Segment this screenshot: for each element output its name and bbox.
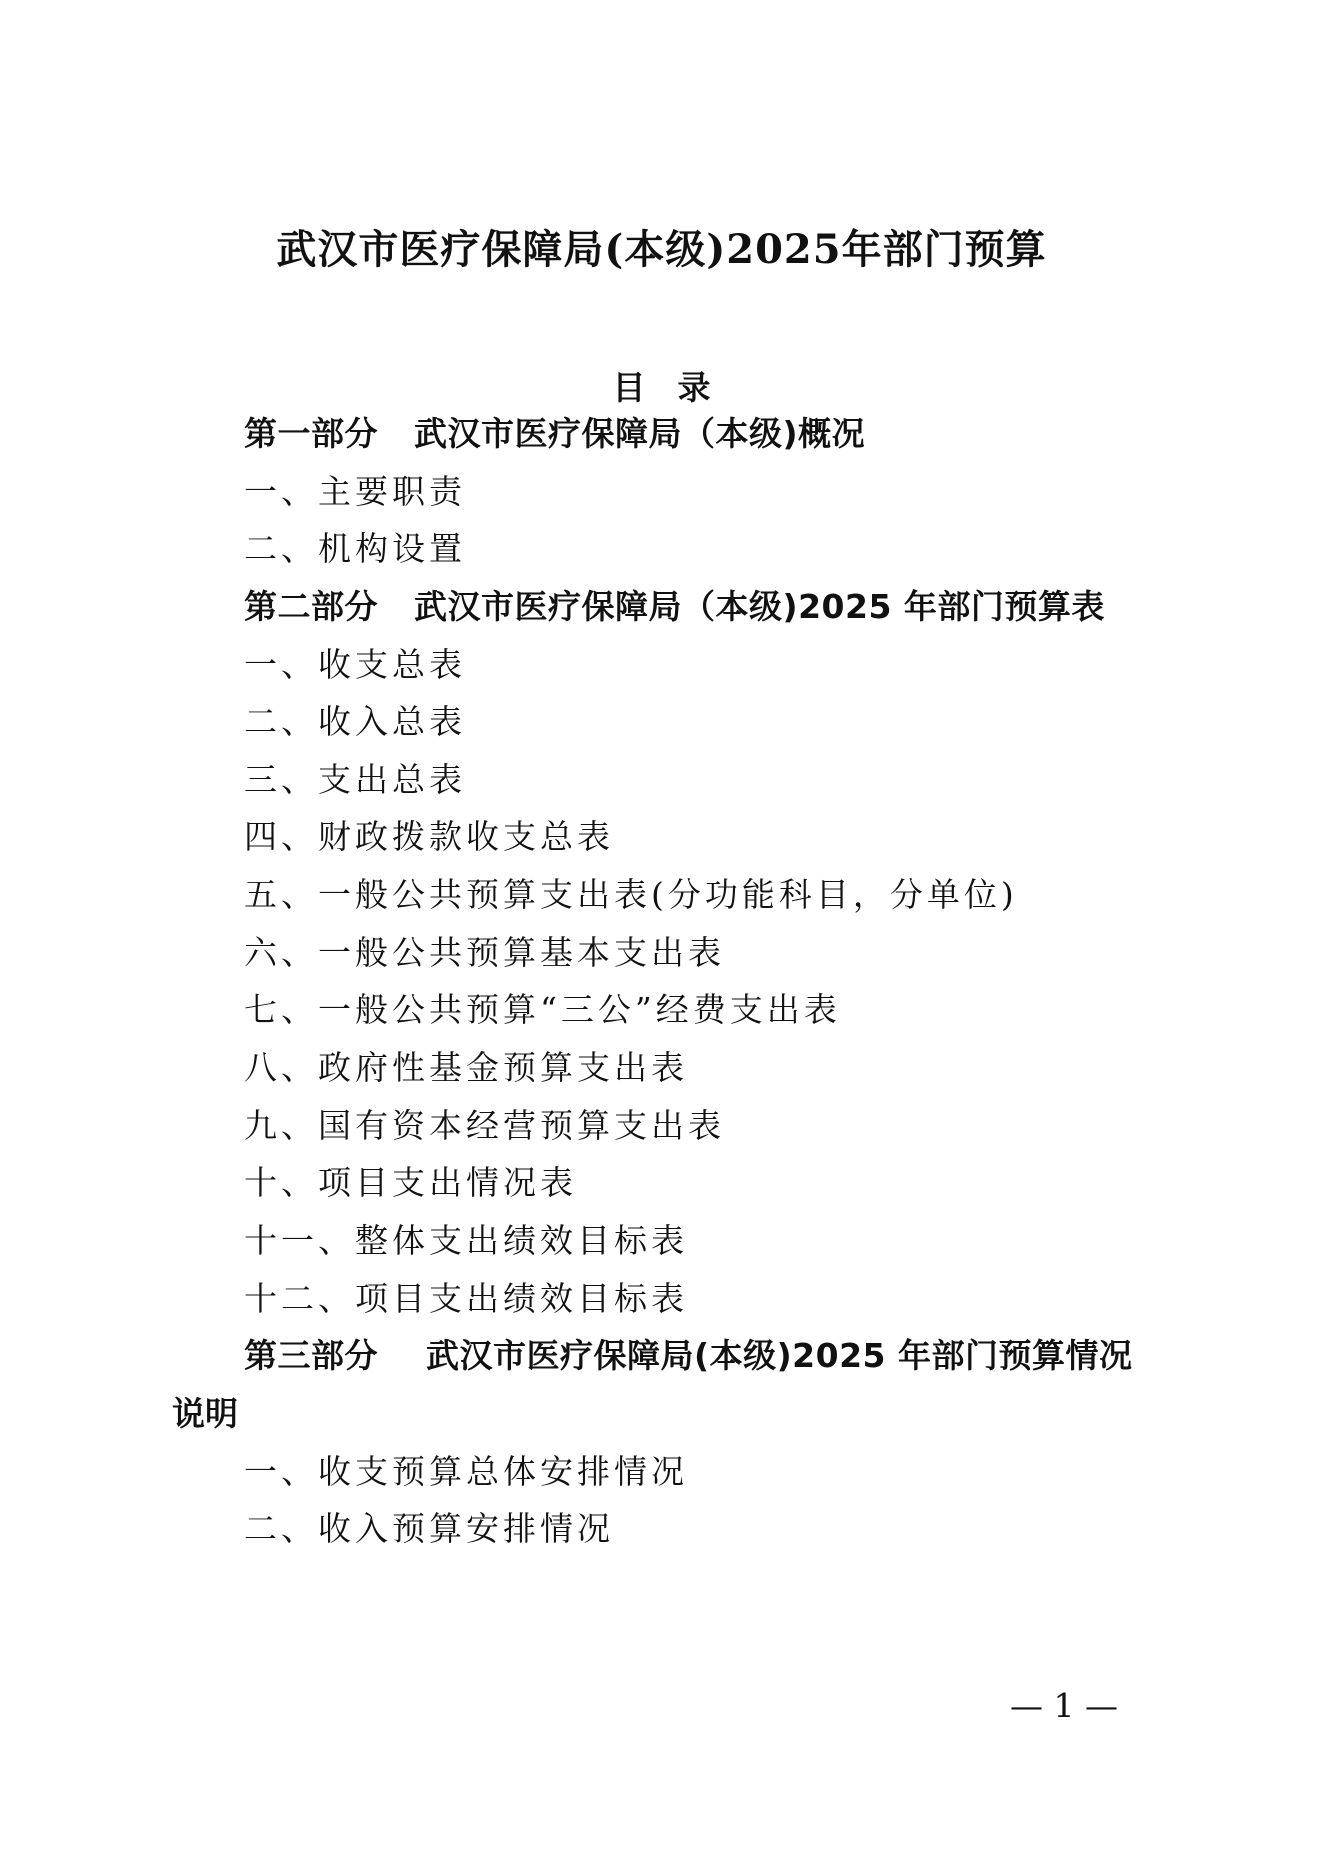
page-number: — 1 — [1010, 1686, 1118, 1725]
toc-item: 十一、整体支出绩效目标表 [244, 1221, 688, 1260]
toc-part-label: 第三部分 [244, 1336, 378, 1375]
toc-item: 五、一般公共预算支出表(分功能科目，分单位) [244, 875, 1018, 914]
toc-item: 一、主要职责 [244, 472, 466, 511]
toc-item: 十、项目支出情况表 [244, 1163, 577, 1202]
toc-item: 二、收入总表 [244, 702, 466, 741]
document-title: 武汉市医疗保障局(本级)2025年部门预算 [276, 226, 1047, 273]
toc-item: 六、一般公共预算基本支出表 [244, 933, 725, 972]
toc-part-1 [244, 412, 865, 456]
toc-item: 二、机构设置 [244, 529, 466, 568]
toc-item: 十二、项目支出绩效目标表 [244, 1279, 688, 1318]
toc-item: 二、收入预算安排情况 [244, 1509, 614, 1548]
toc-part-2 [244, 585, 1105, 629]
toc-item: 七、一般公共预算“三公”经费支出表 [244, 990, 841, 1029]
toc-part-text: 武汉市医疗保障局（本级)概况 [414, 414, 866, 453]
toc-heading-text: 目录 [612, 368, 743, 407]
toc-item: 一、收支总表 [244, 645, 466, 684]
toc-item: 九、国有资本经营预算支出表 [244, 1106, 725, 1145]
toc-item: 三、支出总表 [244, 760, 466, 799]
toc-part-label: 第二部分 [244, 587, 378, 626]
toc-item: 一、收支预算总体安排情况 [244, 1452, 688, 1491]
toc-part-text: 武汉市医疗保障局（本级)2025 年部门预算表 [414, 587, 1105, 626]
toc-part-text: 武汉市医疗保障局(本级)2025 年部门预算情况 [426, 1336, 1133, 1375]
toc-heading [0, 363, 1323, 413]
toc-part-label: 第一部分 [244, 414, 378, 453]
toc-item: 四、财政拨款收支总表 [244, 817, 614, 856]
toc-part-3-continuation: 说明 [172, 1394, 238, 1433]
toc-item: 八、政府性基金预算支出表 [244, 1048, 688, 1087]
toc-part-3 [244, 1334, 1133, 1378]
